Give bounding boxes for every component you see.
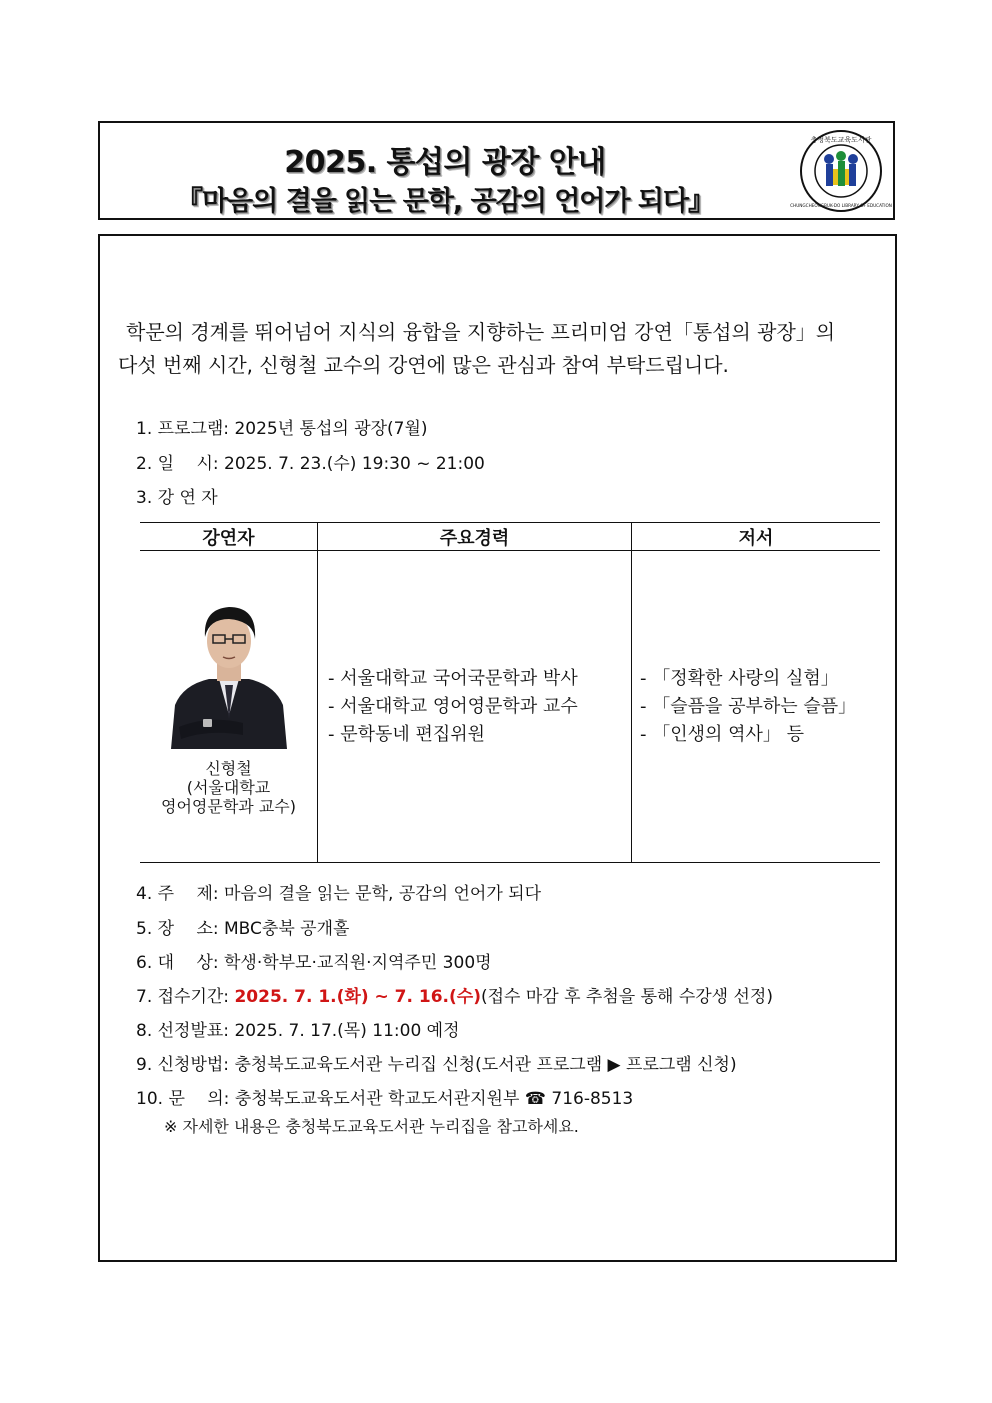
item-speaker-heading: 3. 강 연 자 — [136, 488, 218, 508]
phone-icon: ☎ — [524, 1089, 546, 1109]
list-item: - 「슬픔을 공부하는 슬픔」 — [640, 693, 880, 721]
intro-line-2: 다섯 번째 시간, 신형철 교수의 강연에 많은 관심과 참여 부탁드립니다. — [118, 353, 729, 377]
books-list — [632, 665, 880, 749]
page-title: 2025. 통섭의 광장 안내 — [284, 145, 606, 180]
speaker-affil-2: 영어영문학과 교수) — [161, 797, 296, 816]
list-item: - 「정확한 사랑의 실험」 — [640, 665, 880, 693]
title-box — [98, 121, 895, 220]
header-books: 저서 — [632, 523, 881, 551]
header-career: 주요경력 — [318, 523, 632, 551]
library-logo-icon — [790, 129, 892, 213]
logo-subtext: CHUNGCHEONGBUK-DO LIBRARY OF EDUCATION — [790, 203, 892, 208]
list-item: - 문학동네 편집위원 — [328, 721, 631, 749]
list-item: - 서울대학교 영어영문학과 교수 — [328, 693, 631, 721]
item-topic: 4. 주 제: 마음의 결을 읽는 문학, 공감의 언어가 되다 — [136, 884, 542, 904]
career-list — [318, 665, 631, 749]
list-item: - 서울대학교 국어국문학과 박사 — [328, 665, 631, 693]
speaker-cell — [140, 551, 318, 863]
career-cell — [318, 551, 632, 863]
item-datetime: 2. 일 시: 2025. 7. 23.(수) 19:30 ~ 21:00 — [136, 454, 485, 474]
page-subtitle: 『마음의 결을 읽는 문학, 공감의 언어가 되다』 — [175, 186, 715, 217]
inquiry-label: 10. 문 의: 충청북도교육도서관 학교도서관지원부 — [136, 1089, 525, 1109]
table-header-row — [140, 523, 880, 551]
item-announcement: 8. 선정발표: 2025. 7. 17.(목) 11:00 예정 — [136, 1021, 460, 1041]
item-venue: 5. 장 소: MBC충북 공개홀 — [136, 919, 350, 939]
footnote: ※ 자세한 내용은 충청북도교육도서관 누리집을 참고하세요. — [164, 1117, 579, 1136]
speaker-photo-icon — [169, 597, 289, 749]
registration-note: (접수 마감 후 추첨을 통해 수강생 선정) — [480, 987, 773, 1007]
item-registration — [136, 982, 773, 1007]
intro-paragraph — [118, 316, 888, 382]
item-inquiry — [136, 1084, 633, 1109]
books-cell — [632, 551, 881, 863]
item-program: 1. 프로그램: 2025년 통섭의 광장(7월) — [136, 419, 428, 439]
list-item: - 「인생의 역사」 등 — [640, 721, 880, 749]
intro-line-1: 학문의 경계를 뛰어넘어 지식의 융합을 지향하는 프리미엄 강연「통섭의 광장」의 — [126, 320, 836, 344]
item-apply-method: 9. 신청방법: 충청북도교육도서관 누리집 신청(도서관 프로그램 ▶ 프로그램 신청) — [136, 1055, 737, 1075]
table-row — [140, 551, 880, 863]
speaker-affil-1: (서울대학교 — [186, 778, 271, 797]
content-box — [98, 234, 897, 1262]
speaker-caption — [140, 759, 317, 816]
header-speaker: 강연자 — [140, 523, 318, 551]
item-audience: 6. 대 상: 학생·학부모·교직원·지역주민 300명 — [136, 953, 492, 973]
registration-period: 2025. 7. 1.(화) ~ 7. 16.(수) — [234, 987, 481, 1007]
speaker-name: 신형철 — [205, 759, 252, 778]
registration-label: 7. 접수기간: — [136, 987, 235, 1007]
logo-text: 충청북도교육도서관 — [810, 136, 872, 144]
inquiry-phone: 716-8513 — [546, 1089, 634, 1109]
speaker-table — [140, 522, 880, 863]
